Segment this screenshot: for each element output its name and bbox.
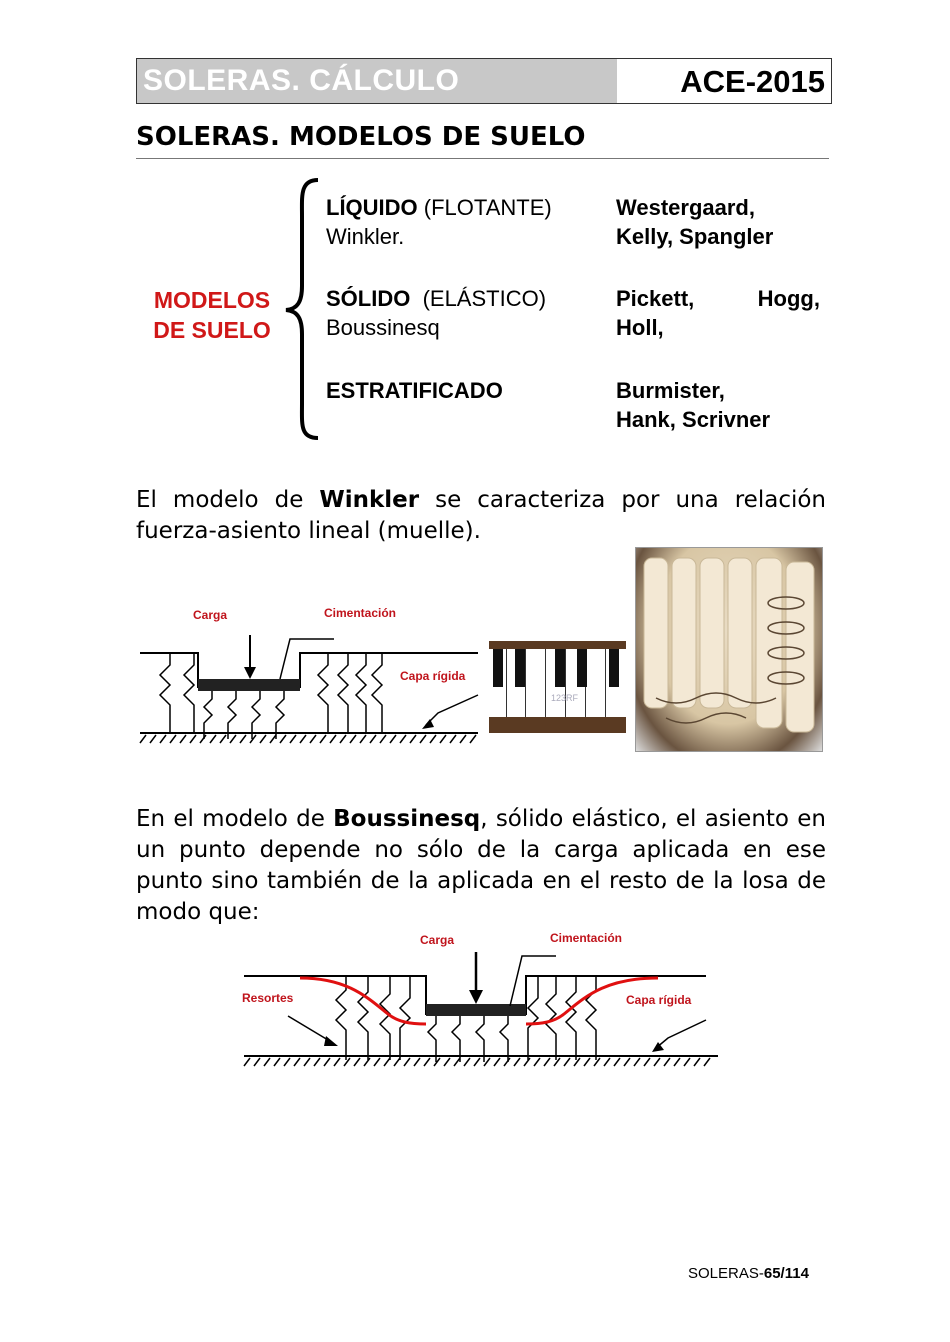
pocket-springs-image: [635, 547, 823, 752]
winkler-paragraph: El modelo de Winkler se caracteriza por una relación fuerza-asiento lineal (muelle).: [136, 487, 826, 544]
curly-brace-icon: [282, 176, 322, 442]
label-foundation: Cimentación: [324, 606, 397, 620]
authors-line: Holl,: [616, 315, 664, 340]
models-label-line1: MODELOS: [153, 287, 271, 313]
label-foundation: Cimentación: [550, 931, 623, 945]
boussinesq-term: Boussinesq: [333, 806, 481, 832]
model-type: ESTRATIFICADO: [326, 378, 503, 403]
model-stratified: [326, 376, 503, 405]
page-header: [136, 58, 832, 104]
boussinesq-diagram: [238, 928, 728, 1073]
model-type-detail: (FLOTANTE): [417, 195, 552, 220]
authors-line: Hank, Scrivner: [616, 407, 771, 432]
boussinesq-paragraph: En el modelo de Boussinesq, sólido elástico, el asiento en un punto depende no sólo de la carga aplicada en ese punto sino también de la aplicada en el resto de la losa de modo que:: [136, 806, 826, 925]
model-liquid: [326, 193, 552, 251]
winkler-diagram: [138, 595, 483, 745]
footer-prefix: SOLERAS-: [688, 1265, 764, 1282]
authors-line: Kelly, Spangler: [616, 224, 774, 249]
authors-line: Pickett, Hogg,: [616, 286, 820, 311]
model-solid: [326, 284, 546, 342]
title-underline: [136, 158, 829, 159]
model-author: Boussinesq: [326, 315, 440, 340]
label-rigid-layer: Capa rígida: [400, 669, 466, 683]
model-stratified-authors: [616, 376, 770, 434]
label-rigid-layer: Capa rígida: [626, 993, 692, 1007]
watermark: 123RF: [551, 693, 579, 703]
model-liquid-authors: [616, 193, 773, 251]
authors-line: Burmister,: [616, 378, 725, 403]
label-load: Carga: [193, 608, 228, 622]
authors-line: Westergaard,: [616, 195, 755, 220]
model-type: SÓLIDO: [326, 286, 411, 311]
section-title: SOLERAS. MODELOS DE SUELO: [136, 122, 586, 152]
piano-keys-image: [489, 641, 626, 733]
model-solid-authors: [616, 284, 820, 342]
model-type: LÍQUIDO: [326, 195, 418, 220]
label-load: Carga: [420, 933, 455, 947]
header-title: SOLERAS. CÁLCULO: [137, 59, 617, 103]
model-author: Winkler.: [326, 224, 405, 249]
models-label-line2: DE SUELO: [153, 317, 271, 343]
page-footer: [688, 1265, 809, 1282]
header-code: ACE-2015: [617, 59, 831, 103]
label-springs: Resortes: [242, 991, 294, 1005]
models-label: [146, 285, 278, 345]
winkler-term: Winkler: [319, 487, 420, 513]
model-type-detail: (ELÁSTICO): [410, 286, 547, 311]
page-number: 65/114: [763, 1265, 809, 1282]
